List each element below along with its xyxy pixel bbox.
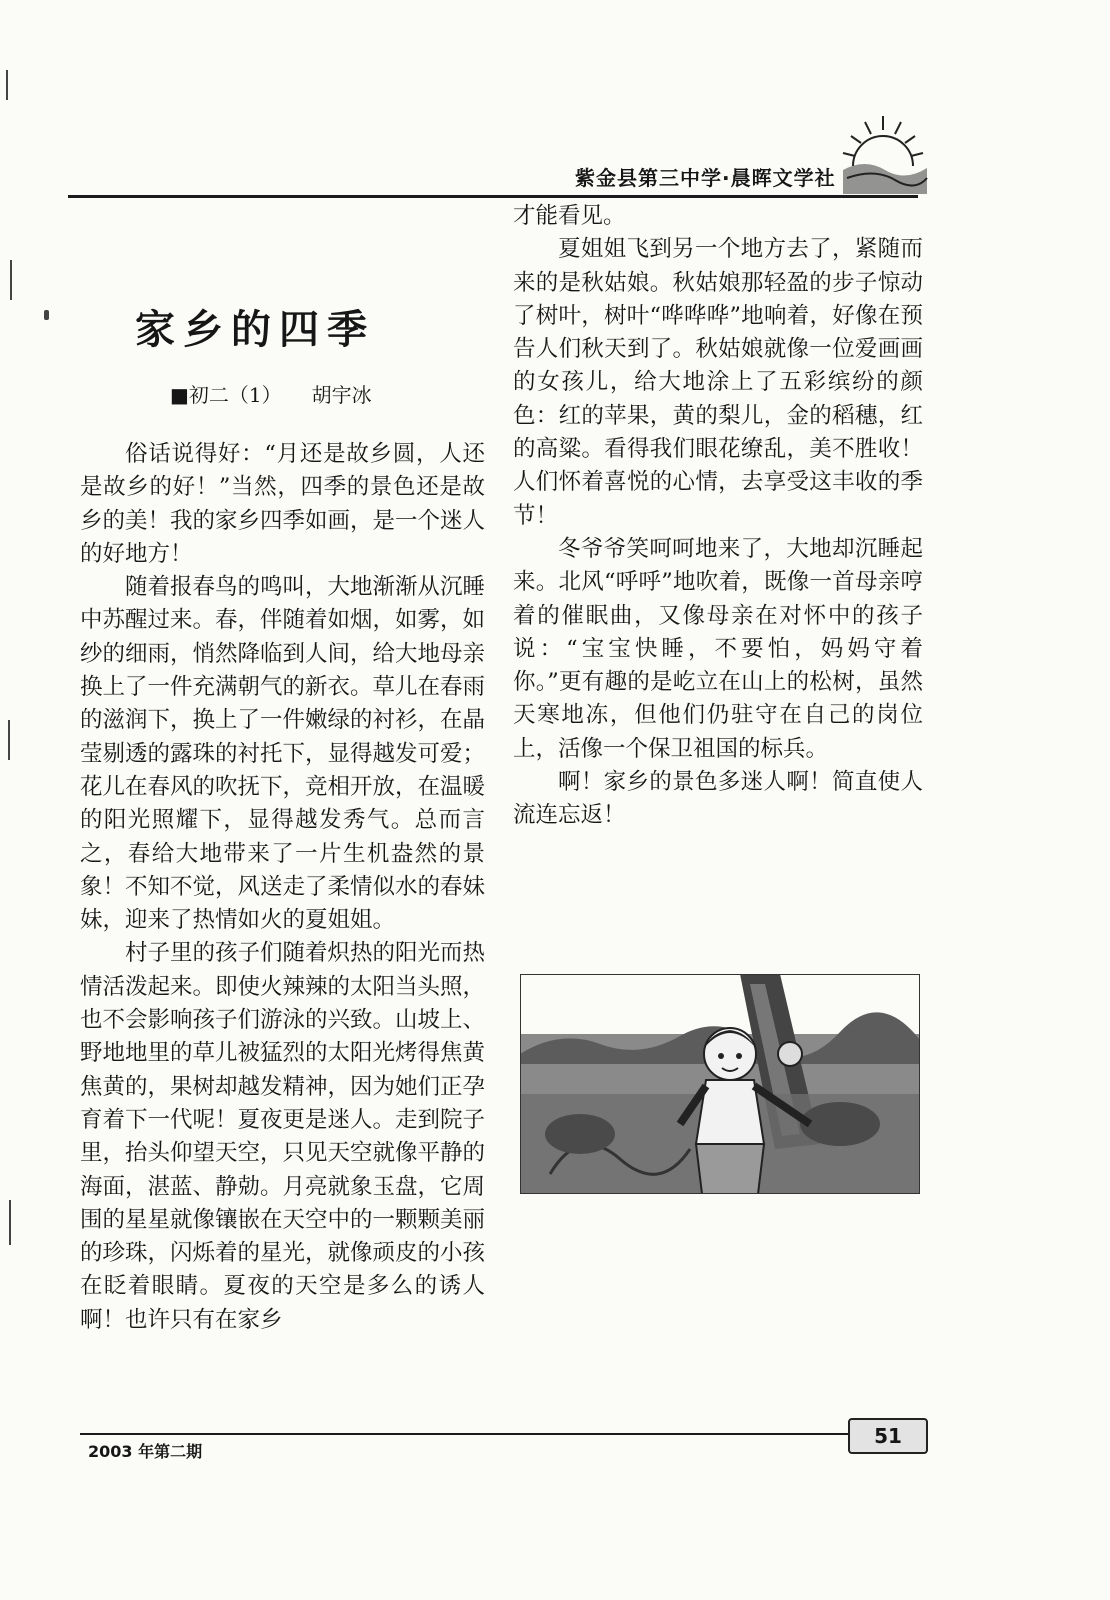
scan-artifact — [9, 1200, 11, 1245]
byline — [170, 378, 430, 412]
paragraph: 村子里的孩子们随着炽热的阳光而热情活泼起来。即使火辣辣的太阳当头照，也不会影响孩子们游泳的兴致。山坡上、野地地里的草儿被猛烈的太阳光烤得焦黄焦黄的，果树却越发精神，因为她们正孕育着下一代呢！夏夜更是迷人。走到院子里，抬头仰望天空，只见天空就像平静的海面，湛蓝、静勀。月亮就象玉盘，它周围的星星就像镶嵌在天空中的一颗颗美丽的珍珠，闪烁着的星光，就像顽皮的小孩在眨着眼睛。夏夜的天空是多么的诱人啊！也许只有在家乡 — [80, 940, 486, 1333]
masthead-text: 紫金县第三中学·晨晖文学社 — [575, 166, 836, 190]
sunrise-logo-icon — [835, 108, 930, 198]
scan-artifact — [44, 310, 49, 320]
byline-class: ■初二（1） — [170, 383, 282, 407]
header-rule — [68, 195, 918, 198]
left-column — [80, 438, 485, 1337]
paragraph: 俗话说得好：“月还是故乡圆，人还是故乡的好！”当然，四季的景色还是故乡的美！我的家乡四季如画，是一个迷人的好地方！ — [80, 441, 486, 567]
footer-rule — [80, 1433, 850, 1435]
paragraph: 才能看见。 — [513, 203, 626, 229]
scan-artifact — [10, 260, 12, 300]
right-column — [513, 200, 923, 833]
scan-artifact — [8, 720, 10, 760]
page-number-badge: 51 — [848, 1418, 928, 1454]
paragraph: 随着报春鸟的鸣叫，大地渐渐从沉睡中苏醒过来。春，伴随着如烟，如雾，如纱的细雨，悄然降临到人间，给大地母亲换上了一件充满朝气的新衣。草儿在春雨的滋润下，换上了一件嫩绿的衬衫，在晶莹剔透的露珠的衬托下，显得越发可爱；花儿在春风的吹抚下，竞相开放，在温暖的阳光照耀下，显得越发秀气。总而言之，春给大地带来了一片生机盎然的景象！不知不觉，风送走了柔情似水的春妹妹，迎来了热情如火的夏姐姐。 — [80, 574, 486, 934]
article-title: 家乡的四季 — [135, 306, 375, 353]
paragraph: 啊！家乡的景色多迷人啊！简直使人流连忘返！ — [513, 769, 923, 829]
boy-in-field-illustration — [520, 974, 920, 1194]
paragraph: 冬爷爷笑呵呵地来了，大地却沉睡起来。北风“呼呼”地吹着，既像一首母亲哼着的催眠曲，又像母亲在对怀中的孩子说：“宝宝快睡，不要怕，妈妈守着你。”更有趣的是屹立在山上的松树，虽然天寒地冻，但他们仍驻守在自己的岗位上，活像一个保卫祖国的标兵。 — [513, 535, 923, 762]
scan-artifact — [6, 70, 8, 100]
paragraph: 夏姐姐飞到另一个地方去了，紧随而来的是秋姑娘。秋姑娘那轻盈的步子惊动了树叶，树叶“哗哗哗”地响着，好像在预告人们秋天到了。秋姑娘就像一位爱画画的女孩儿，给大地涂上了五彩缤纷的颜色：红的苹果，黄的梨儿，金的稻穗，红的高粱。看得我们眼花缭乱，美不胜收！人们怀着喜悦的心情，去享受这丰收的季节！ — [513, 236, 923, 529]
issue-label: 2003 年第二期 — [88, 1442, 203, 1461]
byline-author: 胡宇冰 — [311, 383, 372, 407]
